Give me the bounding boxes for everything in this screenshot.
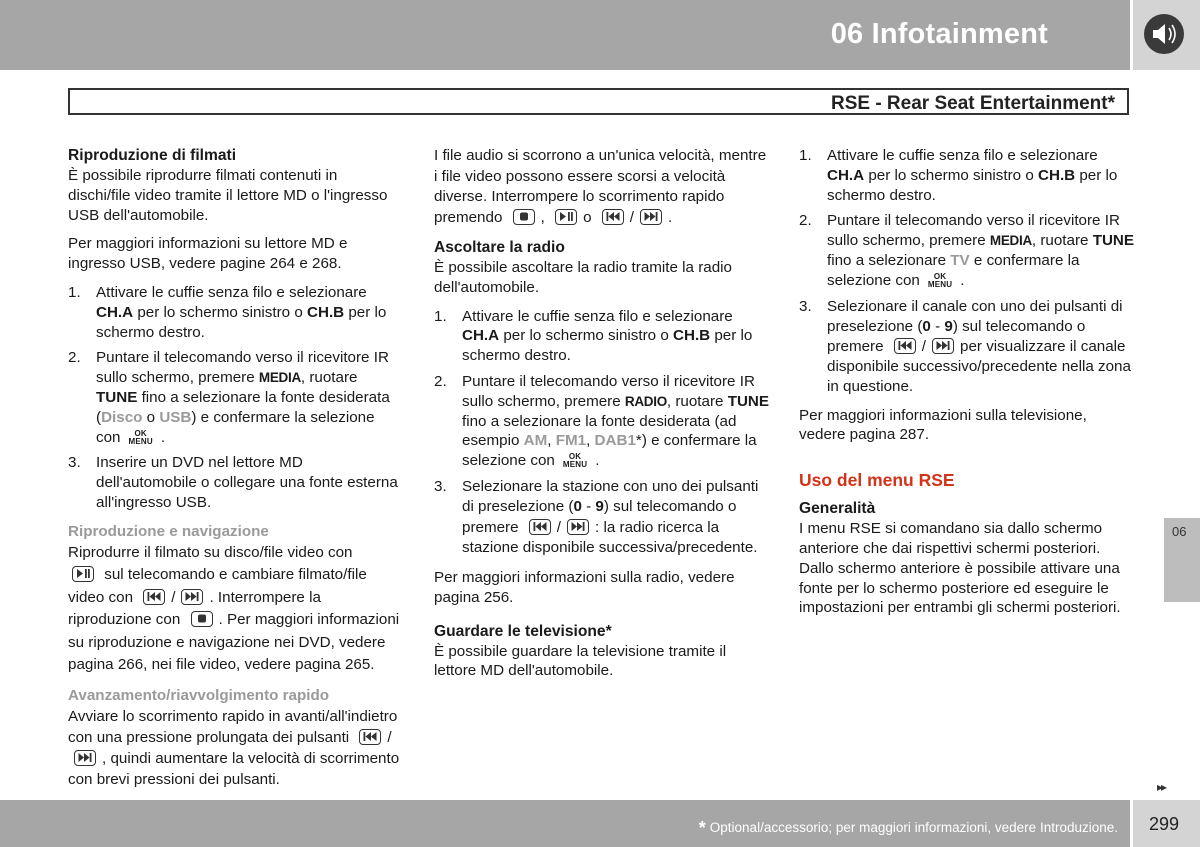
heading-rse-menu: Uso del menu RSE [799, 470, 955, 491]
paragraph-fast-forward: Avviare lo scorrimento rapido in avanti/all'indietro con una pressione prolungata dei pulsanti / , quindi aumentare la velocità di scorrimento con brevi pressioni dei pulsanti. [68, 707, 400, 788]
previous-icon [359, 729, 381, 745]
continue-arrow-icon: ▸▸ [1157, 780, 1166, 794]
speaker-icon [1144, 14, 1184, 54]
paragraph-tv: È possibile guardare la televisione tramite il lettore MD dell'automobile. [434, 642, 727, 680]
list-item: 3. Inserire un DVD nel lettore MD dell'automobile o collegare una fonte esterna all'ingresso USB. [68, 454, 398, 511]
page-number: 299 [1149, 814, 1180, 834]
heading-navigation: Riproduzione e navigazione [68, 522, 269, 540]
ok-menu-icon: OK MENU [562, 452, 588, 470]
steps-video [68, 283, 403, 513]
media-button-label: MEDIA [258, 370, 301, 386]
paragraph-navigation: Riprodurre il filmato su disco/file video con sul telecomando e cambiare filmato/file video con / . Interrompere la riproduzione con . Per maggiori informazioni su riproduzione e navigazione nei DVD, vedere pagina 266, nei file video, vedere pagina 265. [68, 543, 400, 674]
media-button-label: MEDIA [989, 233, 1032, 249]
stop-icon [191, 611, 213, 627]
heading-tv: Guardare le televisione* [434, 622, 612, 640]
page-number-box [1133, 800, 1200, 847]
footer-band [0, 800, 1130, 847]
previous-icon [894, 338, 916, 354]
side-tab-label: 06 [1172, 524, 1187, 539]
heading-fast-forward: Avanzamento/riavvolgimento rapido [68, 686, 330, 704]
column-middle [434, 146, 770, 690]
next-icon [74, 750, 96, 766]
previous-icon [529, 519, 551, 535]
next-icon [181, 589, 203, 605]
paragraph-radio: È possibile ascoltare la radio tramite la radio dell'automobile. [434, 259, 732, 296]
chapter-title: 06 Infotainment [830, 18, 1048, 50]
radio-button-label: RADIO [624, 393, 667, 409]
list-item: 1. Attivare le cuffie senza filo e selezionare CH.A per lo schermo sinistro o CH.B per lo schermo destro. [799, 147, 1118, 204]
section-title: RSE - Rear Seat Entertainment* [830, 93, 1115, 114]
column-left [68, 146, 403, 799]
chapter-icon-box [1133, 0, 1200, 70]
next-icon [932, 338, 954, 354]
heading-radio: Ascoltare la radio [434, 239, 565, 256]
steps-radio [434, 307, 770, 559]
ok-menu-icon: OK MENU [927, 271, 953, 289]
chapter-side-tab [1164, 518, 1200, 602]
steps-tv [799, 146, 1135, 397]
heading-video: Riproduzione di filmati [68, 147, 237, 164]
paragraph-audio: I file audio si scorrono a un'unica velocità, mentre i file video possono essere scorsi a velocità diverse. Interrompere lo scorrimento rapido premendo , o / . [434, 147, 767, 226]
paragraph-radio-info: Per maggiori informazioni sulla radio, vedere pagina 256. [434, 568, 735, 606]
paragraph-general: I menu RSE si comandano sia dallo schermo anteriore che dai rispettivi schermi posteriori. Dallo schermo anteriore è possibile attivare una fonte per lo schermo posteriore ed eseguire le impostazioni per entrambi gli schermi posteriori. [799, 520, 1121, 617]
next-icon [567, 519, 589, 535]
previous-icon [602, 209, 624, 225]
next-icon [640, 209, 662, 225]
list-item: 1. Attivare le cuffie senza filo e selezionare CH.A per lo schermo sinistro o CH.B per lo schermo destro. [434, 307, 753, 365]
stop-icon [513, 209, 535, 225]
heading-general: Generalità [799, 500, 876, 518]
paragraph-tv-info: Per maggiori informazioni sulla televisione, vedere pagina 287. [799, 406, 1087, 444]
previous-icon [143, 589, 165, 605]
list-item: 3. Selezionare la stazione con uno dei pulsanti di preselezione (0 - 9) sul telecomando o premere / : la radio ricerca la stazione disponibile successiva/precedente. [434, 477, 759, 557]
play-pause-icon [72, 566, 94, 582]
paragraph-video: È possibile riprodurre filmati contenuti in dischi/file video tramite il lettore MD o l'ingresso USB dell'automobile. [68, 167, 388, 224]
ok-menu-icon: OK MENU [128, 428, 153, 446]
list-item: 3. Selezionare il canale con uno dei pulsanti di preselezione (0 - 9) sul telecomando o premere / per visualizzare il canale disponibile successivo/precedente nella zona in questione. [799, 297, 1131, 395]
column-right [799, 146, 1135, 627]
header-band [0, 0, 1130, 70]
list-item: 2. Puntare il telecomando verso il ricevitore IR sullo schermo, premere MEDIA, ruotare TUNE fino a selezionare la fonte desiderata (Disco o USB) e confermare la selezione con OK MENU . [68, 349, 390, 446]
paragraph-info: Per maggiori informazioni su lettore MD e ingresso USB, vedere pagine 264 e 268. [68, 235, 348, 273]
footer-note: * Optional/accessorio; per maggiori informazioni, vedere Introduzione. [698, 818, 1118, 838]
list-item: 1. Attivare le cuffie senza filo e selezionare CH.A per lo schermo sinistro o CH.B per lo schermo destro. [68, 283, 387, 341]
play-pause-icon [555, 209, 577, 225]
list-item: 2. Puntare il telecomando verso il ricevitore IR sullo schermo, premere RADIO, ruotare TUNE fino a selezionare la fonte desiderata (ad esempio AM, FM1, DAB1*) e confermare la selezione con OK MENU . [434, 372, 770, 470]
list-item: 2. Puntare il telecomando verso il ricevitore IR sullo schermo, premere MEDIA, ruotare TUNE fino a selezionare TV e confermare la selezione con OK MENU . [799, 212, 1135, 289]
section-bar [68, 88, 1129, 115]
